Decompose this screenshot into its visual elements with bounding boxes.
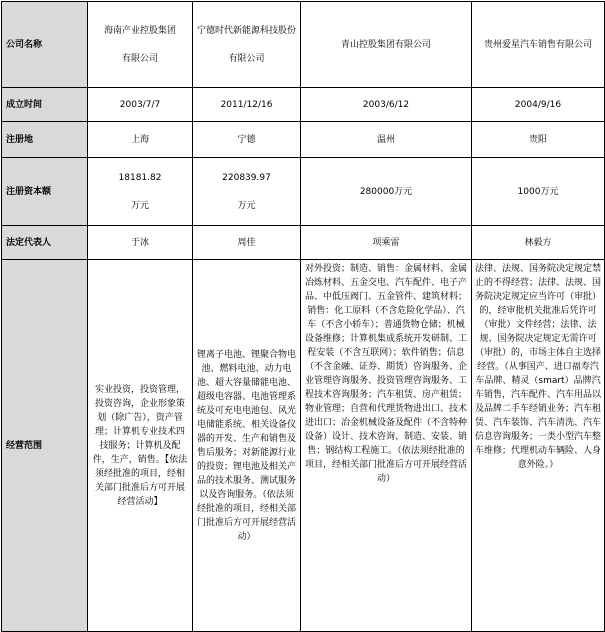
row-registered-place (2, 122, 605, 158)
company-4-scope: 法律、法规、国务院决定规定禁止的不得经营；法律、法规、国务院决定规定应当许可（审批）的，经审批机关批准后凭许可（审批）文件经营；法律、法规、国务院决定规定无需许可（审批）的，市场主体自主选择经营。（从事国产、进口福寿汽车品牌、精灵（smart）品牌汽车销售，汽车配件、汽车用品以及品牌二手车经销业务；汽车租赁、汽车装饰、汽车清洗、汽车信息咨询服务；一类小型汽车整车维修；代理机动车辆险、人身意外险。） (472, 260, 605, 632)
label-registered-place: 注册地 (2, 122, 88, 158)
company-3-established: 2003/6/12 (301, 88, 472, 122)
company-3-name: 青山控股集团有限公司 (301, 2, 472, 88)
company-4-registered-place: 贵阳 (472, 122, 605, 158)
company-4-name: 贵州爱星汽车销售有限公司 (472, 2, 605, 88)
company-4-legal-rep: 林毅方 (472, 226, 605, 260)
label-registered-capital: 注册资本额 (2, 158, 88, 226)
company-3-legal-rep: 项乘雷 (301, 226, 472, 260)
company-4-capital: 1000万元 (472, 158, 605, 226)
row-company-name (2, 2, 605, 88)
row-established (2, 88, 605, 122)
company-info-table (1, 1, 605, 632)
row-registered-capital (2, 158, 605, 226)
label-company-name: 公司名称 (2, 2, 88, 88)
company-2-legal-rep: 周佳 (193, 226, 301, 260)
company-4-established: 2004/9/16 (472, 88, 605, 122)
company-3-scope: 对外投资；制造、销售：金属材料、金属冶炼材料、五金交电、汽车配件、电子产品、中低压阀门、五金管件、建筑材料；销售：化工原料（不含危险化学品）、汽车（不含小轿车）；普通货物仓储；机械设备维修；计算机集成系统开发研制、工程安装（不含互联网）；软件销售；信息（不含金融、证券、期货）咨询服务、企业管理咨询服务、投资管理咨询服务、工程技术咨询服务；汽车租赁、房产租赁；物业管理；自营和代理货物进出口、技术进出口；冶金机械设备及配件（不含特种设备）设计、技术咨询、制造、安装、销售；钢结构工程施工。（依法须经批准的项目，经相关部门批准后方可开展经营活动） (301, 260, 472, 632)
label-legal-rep: 法定代表人 (2, 226, 88, 260)
company-1-registered-place: 上海 (88, 122, 193, 158)
company-1-established: 2003/7/7 (88, 88, 193, 122)
company-2-established: 2011/12/16 (193, 88, 301, 122)
company-1-scope: 实业投资，投资管理，投资咨询，企业形象策划（除广告），资产管理；计算机专业技术四技服务；计算机及配件，生产，销售。【依法须经批准的项目，经相关部门批准后方可开展经营活动】 (88, 260, 193, 632)
company-3-registered-place: 温州 (301, 122, 472, 158)
label-business-scope: 经营范围 (2, 260, 88, 632)
row-legal-rep (2, 226, 605, 260)
company-2-capital: 220839.97 万元 (193, 158, 301, 226)
row-business-scope (2, 260, 605, 632)
company-2-name: 宁德时代新能源科技股份 有限公司 (193, 2, 301, 88)
company-1-legal-rep: 于冰 (88, 226, 193, 260)
company-1-name: 海南产业控股集团 有限公司 (88, 2, 193, 88)
label-established: 成立时间 (2, 88, 88, 122)
company-2-registered-place: 宁德 (193, 122, 301, 158)
company-3-capital: 280000万元 (301, 158, 472, 226)
company-2-scope: 锂离子电池、锂聚合物电池、燃料电池、动力电池、超大容量储能电池、超级电容器、电池管理系统及可充电电池包、风光电储能系统、相关设备仪器的开发、生产和销售及售后服务；对新能源行业的投资；锂电池及相关产品的技术服务、测试服务以及咨询服务。（依法须经批准的项目，经相关部门批准后方可开展经营活动） (193, 260, 301, 632)
company-1-capital: 18181.82 万元 (88, 158, 193, 226)
